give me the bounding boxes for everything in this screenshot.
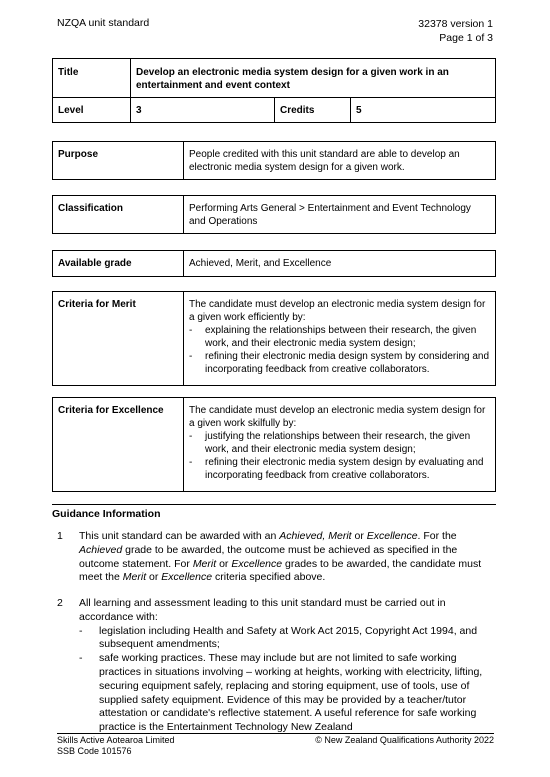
excellence-content bbox=[184, 398, 496, 492]
purpose-text: People credited with this unit standard are able to develop an electronic media system design for a given work. bbox=[184, 142, 496, 180]
merit-label: Criteria for Merit bbox=[53, 292, 184, 386]
header-version: 32378 version 1 bbox=[418, 18, 493, 30]
merit-content bbox=[184, 292, 496, 386]
credits-label: Credits bbox=[275, 98, 351, 123]
merit-item: - refining their electronic media design system by considering and incorporating feedback from creative collaborators. bbox=[189, 350, 490, 376]
classification-table bbox=[52, 195, 496, 234]
merit-item: - explaining the relationships between their research, the given work, and their electronic media system design; bbox=[189, 324, 490, 350]
guidance-item-text: This unit standard can be awarded with an Achieved, Merit or Excellence. For the Achieved grade to be awarded, the outcome must be achieved as specified in the outcome statement. For Merit or Excellence grades to be awarded, the candidate must meet the Merit or Excellence criteria specified above. bbox=[79, 530, 482, 584]
title-value: Develop an electronic media system design for a given work in an entertainment and event context bbox=[131, 59, 496, 98]
available-grade-table bbox=[52, 250, 496, 277]
title-label: Title bbox=[53, 59, 131, 98]
classification-text: Performing Arts General > Entertainment and Event Technology and Operations bbox=[184, 196, 496, 234]
header-version-page bbox=[418, 17, 493, 45]
guidance-item-text bbox=[79, 597, 497, 735]
page-footer bbox=[57, 733, 494, 757]
excellence-label: Criteria for Excellence bbox=[53, 398, 184, 492]
level-label: Level bbox=[53, 98, 131, 123]
classification-label: Classification bbox=[53, 196, 184, 234]
header-page-number: Page 1 of 3 bbox=[439, 32, 493, 44]
guidance-item-1 bbox=[57, 530, 497, 585]
available-grade-label: Available grade bbox=[53, 251, 184, 277]
available-grade-text: Achieved, Merit, and Excellence bbox=[184, 251, 496, 277]
footer-organisation: Skills Active Aotearoa Limited bbox=[57, 735, 175, 745]
guidance-subitem: - legislation including Health and Safety at Work Act 2015, Copyright Act 1994, and subsequent amendments; bbox=[79, 625, 497, 653]
purpose-table bbox=[52, 141, 496, 180]
merit-criteria-table bbox=[52, 291, 496, 386]
level-value: 3 bbox=[131, 98, 275, 123]
info-table bbox=[52, 58, 496, 123]
footer-copyright: © New Zealand Qualifications Authority 2022 bbox=[315, 735, 494, 745]
excellence-criteria-table bbox=[52, 397, 496, 492]
excellence-intro: The candidate must develop an electronic media system design for a given work skilfully by: bbox=[189, 405, 486, 429]
guidance-item-intro: All learning and assessment leading to this unit standard must be carried out in accordance with: bbox=[79, 597, 446, 623]
guidance-item-number: 1 bbox=[57, 530, 63, 542]
footer-ssb-code: SSB Code 101576 bbox=[57, 746, 132, 756]
guidance-item-number: 2 bbox=[57, 597, 63, 609]
merit-intro: The candidate must develop an electronic media system design for a given work efficiently by: bbox=[189, 299, 486, 323]
guidance-heading: Guidance Information bbox=[52, 504, 496, 520]
excellence-item: - refining their electronic media system design by evaluating and incorporating feedback from creative collaborators. bbox=[189, 456, 490, 482]
credits-value: 5 bbox=[351, 98, 496, 123]
guidance-subitem: - safe working practices. These may include but are not limited to safe working practices in situations involving – working at heights, working with electricity, lifting, securing equipment safely, replacing and storing equipment, use of tools, use of supplied safety equipment. Evidence of this may be provided by a teacher/tutor attestation or candidate's reflective statement. A useful reference for safe working practice is the Entertainment Technology New Zealand bbox=[79, 652, 497, 735]
purpose-label: Purpose bbox=[53, 142, 184, 180]
excellence-item: - justifying the relationships between their research, the given work, and their electronic media system design; bbox=[189, 430, 490, 456]
guidance-sublist bbox=[79, 625, 497, 735]
excellence-list bbox=[189, 430, 490, 482]
merit-list bbox=[189, 324, 490, 376]
header-unit-standard: NZQA unit standard bbox=[57, 17, 150, 29]
guidance-item-2 bbox=[57, 597, 497, 735]
